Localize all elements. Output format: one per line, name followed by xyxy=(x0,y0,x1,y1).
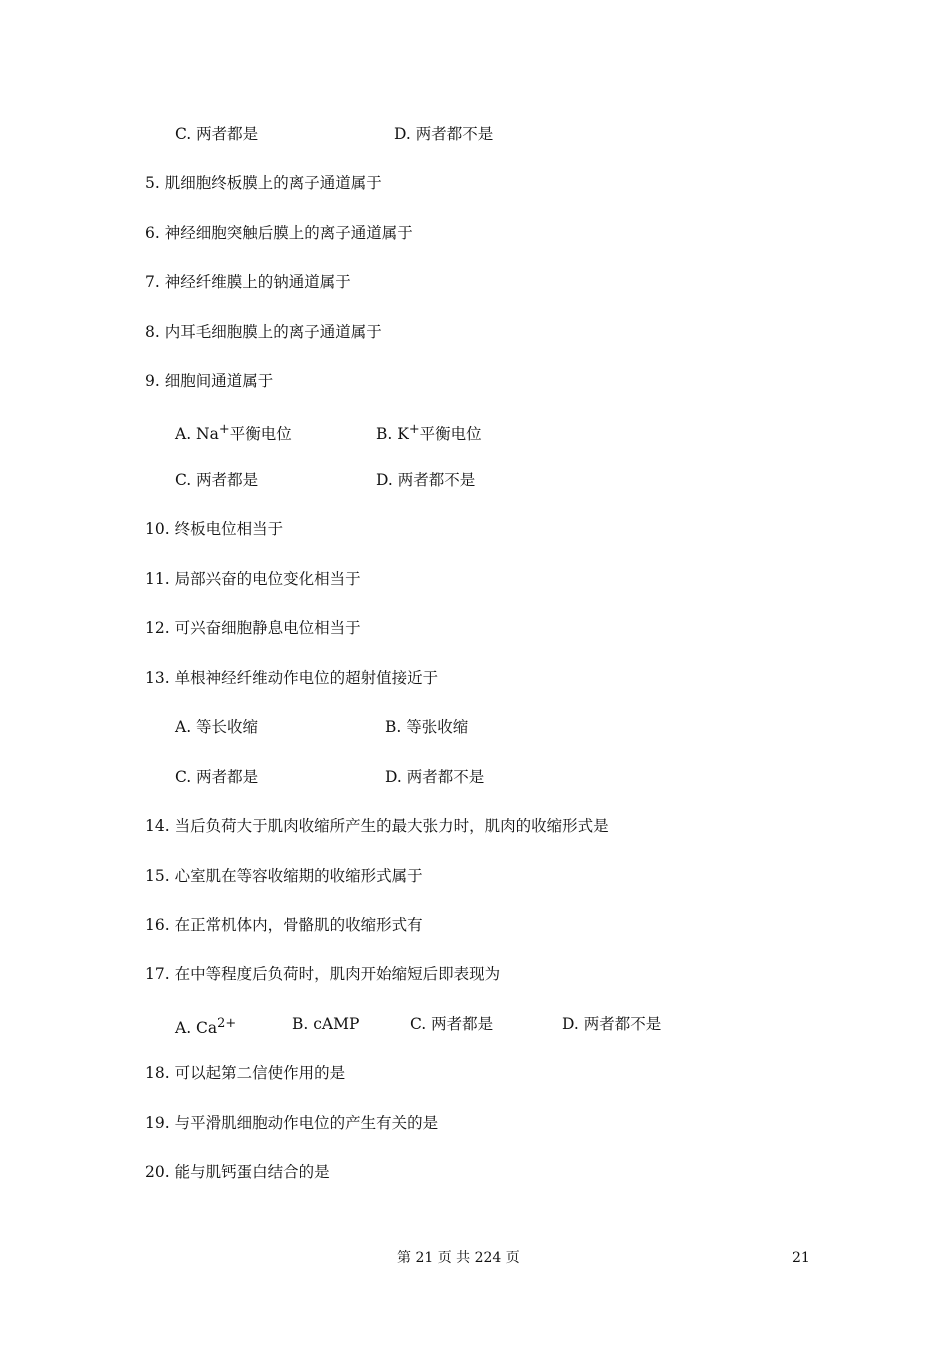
option-a-prefix: A. Na xyxy=(175,425,219,444)
option-a xyxy=(175,420,292,444)
question-11: 11. 局部兴奋的电位变化相当于 xyxy=(145,570,361,588)
question-16: 16. 在正常机体内，骨骼肌的收缩形式有 xyxy=(145,916,423,934)
option-d: D. 两者都不是 xyxy=(385,768,485,786)
question-9: 9. 细胞间通道属于 xyxy=(145,372,274,390)
question-6: 6. 神经细胞突触后膜上的离子通道属于 xyxy=(145,224,413,242)
option-b-prefix: B. K xyxy=(376,425,409,444)
option-c: C. 两者都是 xyxy=(175,471,259,489)
option-a-suffix: 平衡电位 xyxy=(229,425,292,444)
question-8: 8. 内耳毛细胞膜上的离子通道属于 xyxy=(145,323,382,341)
option-b xyxy=(376,420,482,444)
question-17: 17. 在中等程度后负荷时，肌肉开始缩短后即表现为 xyxy=(145,965,501,983)
option-c: C. 两者都是 xyxy=(175,768,259,786)
option-a-superscript: + xyxy=(218,422,230,437)
option-a-prefix: A. Ca xyxy=(175,1019,218,1038)
question-5: 5. 肌细胞终板膜上的离子通道属于 xyxy=(145,174,382,192)
option-b-suffix: 平衡电位 xyxy=(419,425,482,444)
option-a: A. 等长收缩 xyxy=(175,718,259,736)
question-13: 13. 单根神经纤维动作电位的超射值接近于 xyxy=(145,669,439,687)
page-footer-label: 第 21 页 共 224 页 xyxy=(397,1250,520,1266)
option-d: D. 两者都不是 xyxy=(562,1015,662,1033)
option-d: D. 两者都不是 xyxy=(376,471,476,489)
option-c: C. 两者都是 xyxy=(410,1015,494,1033)
question-18: 18. 可以起第二信使作用的是 xyxy=(145,1064,346,1082)
question-12: 12. 可兴奋细胞静息电位相当于 xyxy=(145,619,361,637)
option-a xyxy=(175,1014,236,1038)
option-c: C. 两者都是 xyxy=(175,125,259,143)
question-7: 7. 神经纤维膜上的钠通道属于 xyxy=(145,273,351,291)
question-19: 19. 与平滑肌细胞动作电位的产生有关的是 xyxy=(145,1114,439,1132)
option-a-superscript: 2+ xyxy=(217,1016,237,1031)
question-15: 15. 心室肌在等容收缩期的收缩形式属于 xyxy=(145,867,423,885)
option-b: B. 等张收缩 xyxy=(385,718,469,736)
question-14: 14. 当后负荷大于肌肉收缩所产生的最大张力时，肌肉的收缩形式是 xyxy=(145,817,609,835)
question-20: 20. 能与肌钙蛋白结合的是 xyxy=(145,1163,330,1181)
question-10: 10. 终板电位相当于 xyxy=(145,520,284,538)
option-b-superscript: + xyxy=(408,422,420,437)
page-number: 21 xyxy=(792,1250,810,1266)
option-b: B. cAMP xyxy=(292,1015,360,1033)
option-d: D. 两者都不是 xyxy=(394,125,494,143)
